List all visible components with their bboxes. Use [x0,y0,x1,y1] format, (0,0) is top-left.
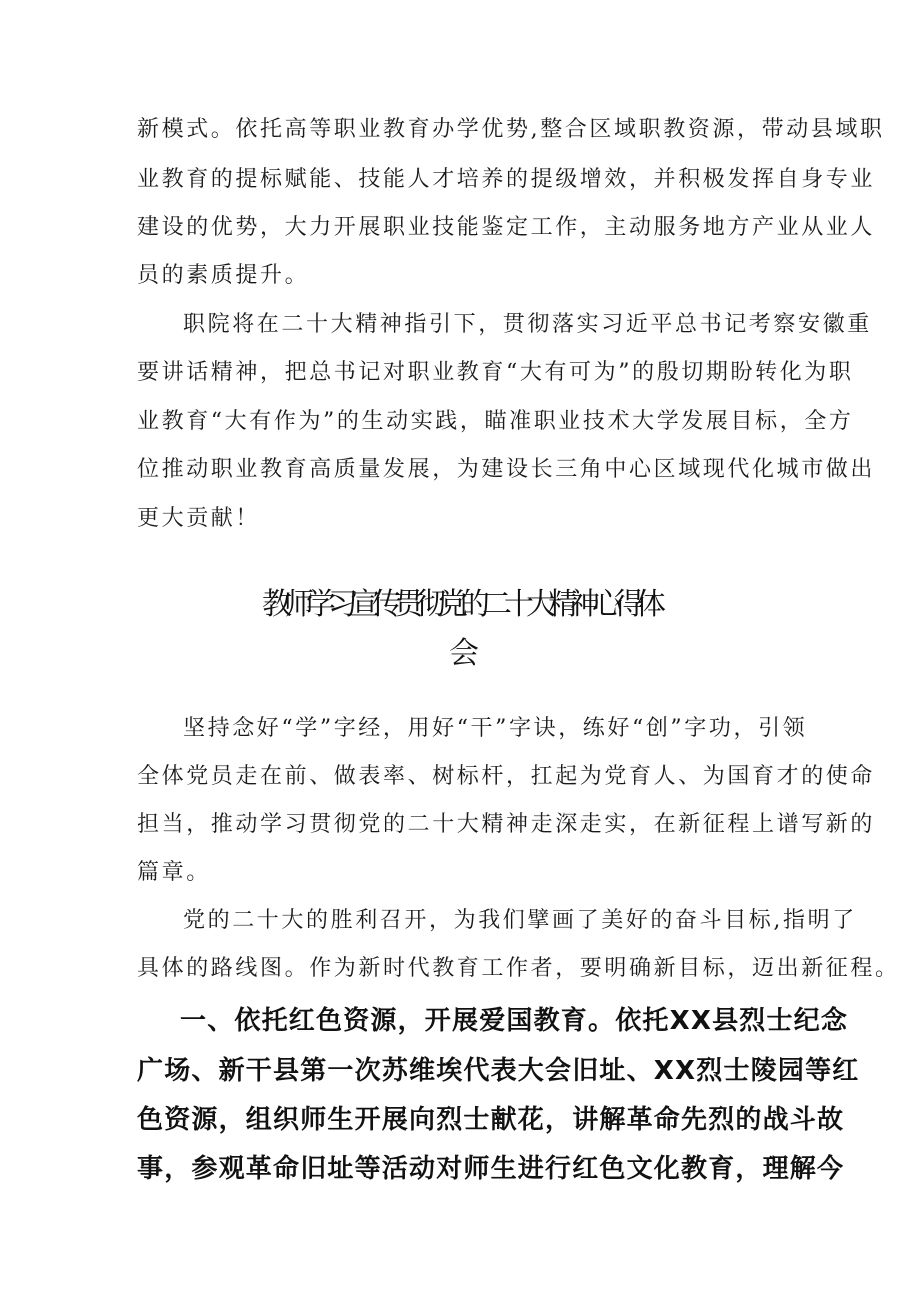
bold-paragraph-line: 事，参观革命旧址等活动对师生进行红色文化教育，理解今 [137,1154,845,1184]
paragraph-line: 位推动职业教育高质量发展，为建设长三角中心区域现代化城市做出 [137,457,876,482]
paragraph-line: 业教育“大有作为”的生动实践，瞄准职业技术大学发展目标，全方 [137,409,854,434]
paragraph-line: 担当，推动学习贯彻党的二十大精神走深走实，在新征程上谱写新的 [137,812,876,837]
paragraph-line: 建设的优势，大力开展职业技能鉴定工作，主动服务地方产业从业人 [137,215,876,240]
paragraph-line: 业教育的提标赋能、技能人才培养的提级增效，并积极发挥自身专业 [137,167,876,192]
paragraph-line: 党的二十大的胜利召开，为我们擘画了美好的奋斗目标,指明了 [183,908,857,933]
paragraph-line: 新模式。依托高等职业教育办学优势,整合区域职教资源，带动县域职 [137,117,885,142]
bold-paragraph-line: 色资源，组织师生开展向烈士献花，讲解革命先烈的战斗故 [137,1105,845,1135]
bold-paragraph-line: 广场、新干县第一次苏维埃代表大会旧址、XX烈士陵园等红 [137,1056,860,1086]
paragraph-line: 篇章。 [137,860,211,885]
article-title-continued: 会 [449,636,471,671]
bold-paragraph-line: 一、依托红色资源，开展爱国教育。依托XX县烈士纪念 [180,1006,849,1036]
paragraph-line: 职院将在二十大精神指引下，贯彻落实习近平总书记考察安徽重 [183,312,872,337]
paragraph-line: 坚持念好“学”字经，用好“干”字诀，练好“创”字功，引领 [183,716,808,741]
paragraph-line: 具体的路线图。作为新时代教育工作者，要明确新目标，迈出新征程。 [137,956,900,981]
article-title: 教师学习宣传贯彻党的二十大精神心得体 [262,587,658,622]
paragraph-line: 全体党员走在前、做表率、树标杆，扛起为党育人、为国育才的使命 [137,764,876,789]
paragraph-line: 要讲话精神，把总书记对职业教育“大有可为”的殷切期盼转化为职 [137,360,854,385]
paragraph-line: 员的素质提升。 [137,263,310,288]
paragraph-line: 更大贡献！ [137,506,261,531]
